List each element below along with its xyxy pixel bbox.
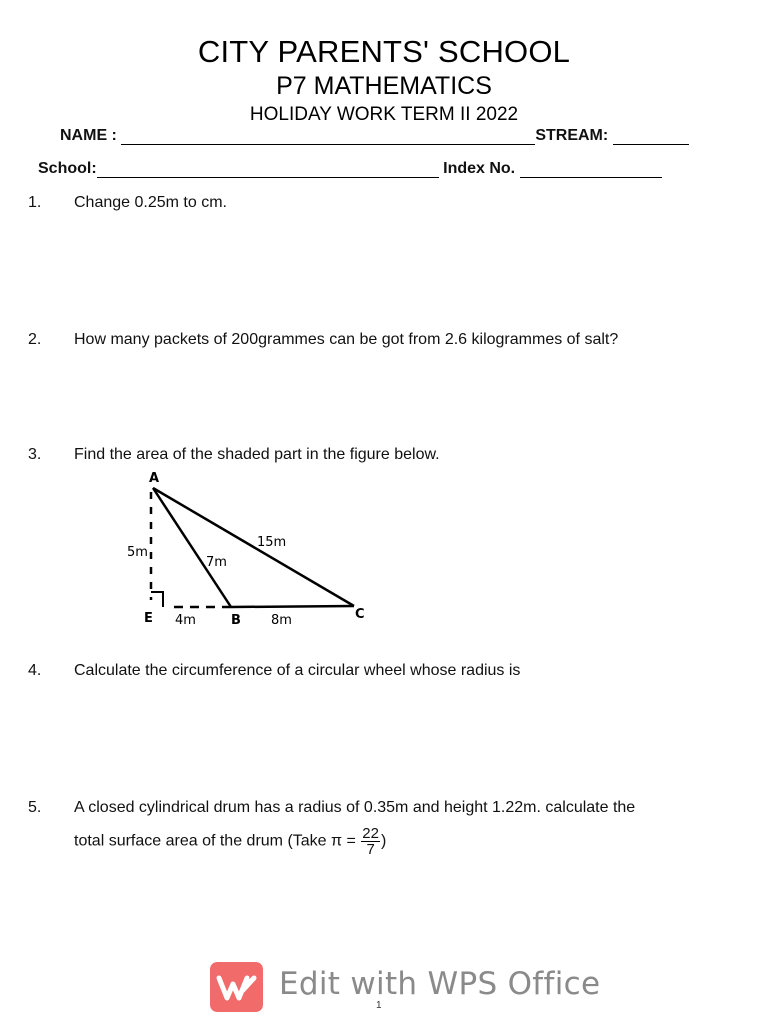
- question-number: 1.: [28, 194, 42, 211]
- term-title: HOLIDAY WORK TERM II 2022: [249, 104, 519, 125]
- line-ac: [153, 488, 354, 606]
- question-text-line2: [74, 826, 386, 857]
- index-label: Index No.: [438, 160, 520, 177]
- label-a: A: [149, 471, 160, 486]
- name-stream-row: [60, 127, 689, 145]
- question-number: 2.: [28, 331, 42, 348]
- school-field[interactable]: [97, 163, 439, 178]
- pi-fraction: [361, 826, 380, 857]
- index-field[interactable]: [520, 163, 662, 178]
- school-index-row: [38, 160, 662, 178]
- triangle-figure: [118, 468, 378, 633]
- question-text: Find the area of the shaded part in the figure below.: [74, 446, 440, 463]
- question-text-line1: A closed cylindrical drum has a radius of 0.35m and height 1.22m. calculate the: [74, 799, 636, 816]
- label-c: C: [355, 607, 365, 622]
- line-ab: [153, 488, 231, 607]
- label-e: E: [144, 611, 153, 626]
- question-text-suffix: ): [380, 832, 387, 850]
- question-number: 4.: [28, 662, 42, 679]
- stream-field[interactable]: [613, 130, 689, 145]
- question-text: Calculate the circumference of a circular wheel whose radius is: [74, 662, 521, 679]
- subject-title: P7 MATHEMATICS: [276, 72, 492, 100]
- line-bc: [231, 606, 354, 607]
- question-text: [74, 796, 734, 857]
- label-bc-length: 8m: [271, 613, 292, 628]
- name-field[interactable]: [121, 130, 535, 145]
- wps-logo-icon: [210, 962, 263, 1012]
- school-name: CITY PARENTS' SCHOOL: [197, 34, 571, 69]
- label-eb-length: 4m: [175, 613, 196, 628]
- name-label: NAME :: [60, 127, 122, 144]
- label-ac-length: 15m: [257, 535, 287, 550]
- right-angle-marker: [151, 592, 163, 607]
- label-ab-length: 7m: [206, 555, 227, 570]
- fraction-denominator: 7: [366, 841, 375, 858]
- question-number: 5.: [28, 799, 42, 816]
- fraction-numerator: 22: [362, 825, 379, 842]
- question-text: How many packets of 200grammes can be got from 2.6 kilogrammes of salt?: [74, 331, 619, 348]
- question-number: 3.: [28, 446, 42, 463]
- label-ae-length: 5m: [127, 545, 148, 560]
- wps-watermark-text: Edit with WPS Office: [279, 966, 601, 1002]
- question-text: Change 0.25m to cm.: [74, 194, 227, 211]
- school-label: School:: [38, 160, 97, 177]
- label-b: B: [231, 613, 241, 628]
- page-number: 1: [376, 1000, 382, 1011]
- stream-label: STREAM:: [535, 127, 613, 144]
- question-text-prefix: total surface area of the drum (Take π =: [74, 832, 361, 850]
